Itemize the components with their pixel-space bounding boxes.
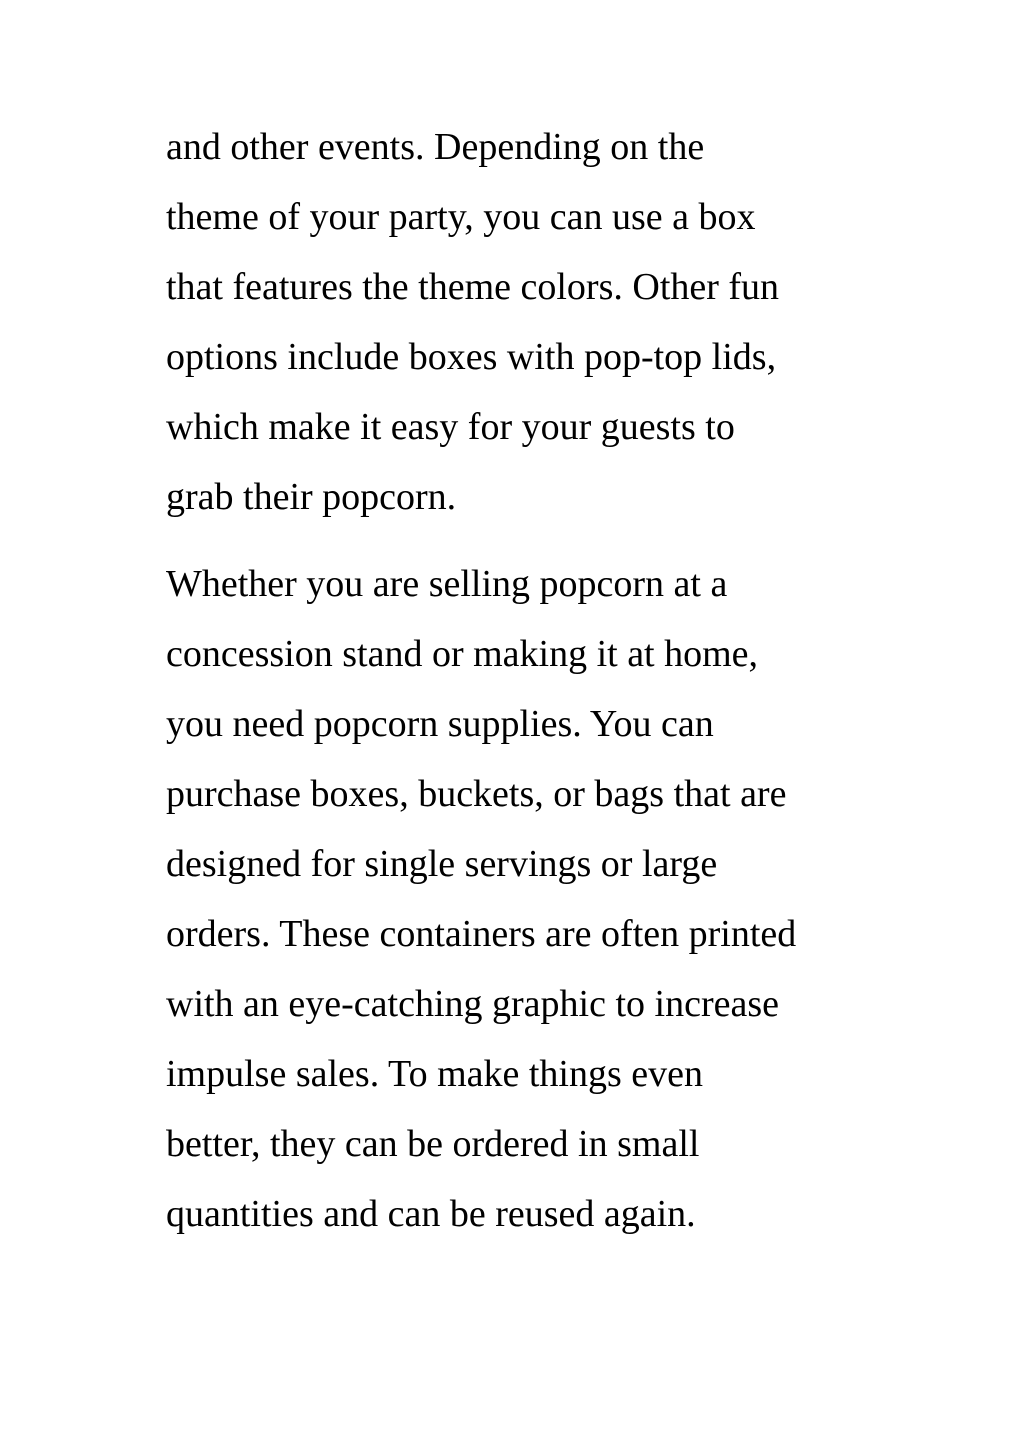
text-line: and other events. Depending on the — [166, 126, 705, 168]
paragraph-1 — [166, 112, 886, 532]
text-line: theme of your party, you can use a box — [166, 196, 756, 238]
text-line: orders. These containers are often printed — [166, 913, 797, 955]
document-page — [166, 112, 886, 1249]
text-line: purchase boxes, buckets, or bags that are — [166, 773, 787, 815]
text-line: options include boxes with pop-top lids, — [166, 336, 777, 378]
text-line: with an eye-catching graphic to increase — [166, 983, 779, 1025]
text-line: better, they can be ordered in small — [166, 1123, 700, 1165]
paragraph-2 — [166, 549, 886, 1249]
text-line: that features the theme colors. Other fun — [166, 266, 780, 308]
text-line: impulse sales. To make things even — [166, 1053, 703, 1095]
text-line: Whether you are selling popcorn at a — [166, 563, 728, 605]
text-line: quantities and can be reused again. — [166, 1193, 696, 1235]
text-line: which make it easy for your guests to — [166, 406, 735, 448]
text-line: grab their popcorn. — [166, 476, 457, 518]
text-line: designed for single servings or large — [166, 843, 718, 885]
text-line: concession stand or making it at home, — [166, 633, 759, 675]
text-line: you need popcorn supplies. You can — [166, 703, 714, 745]
